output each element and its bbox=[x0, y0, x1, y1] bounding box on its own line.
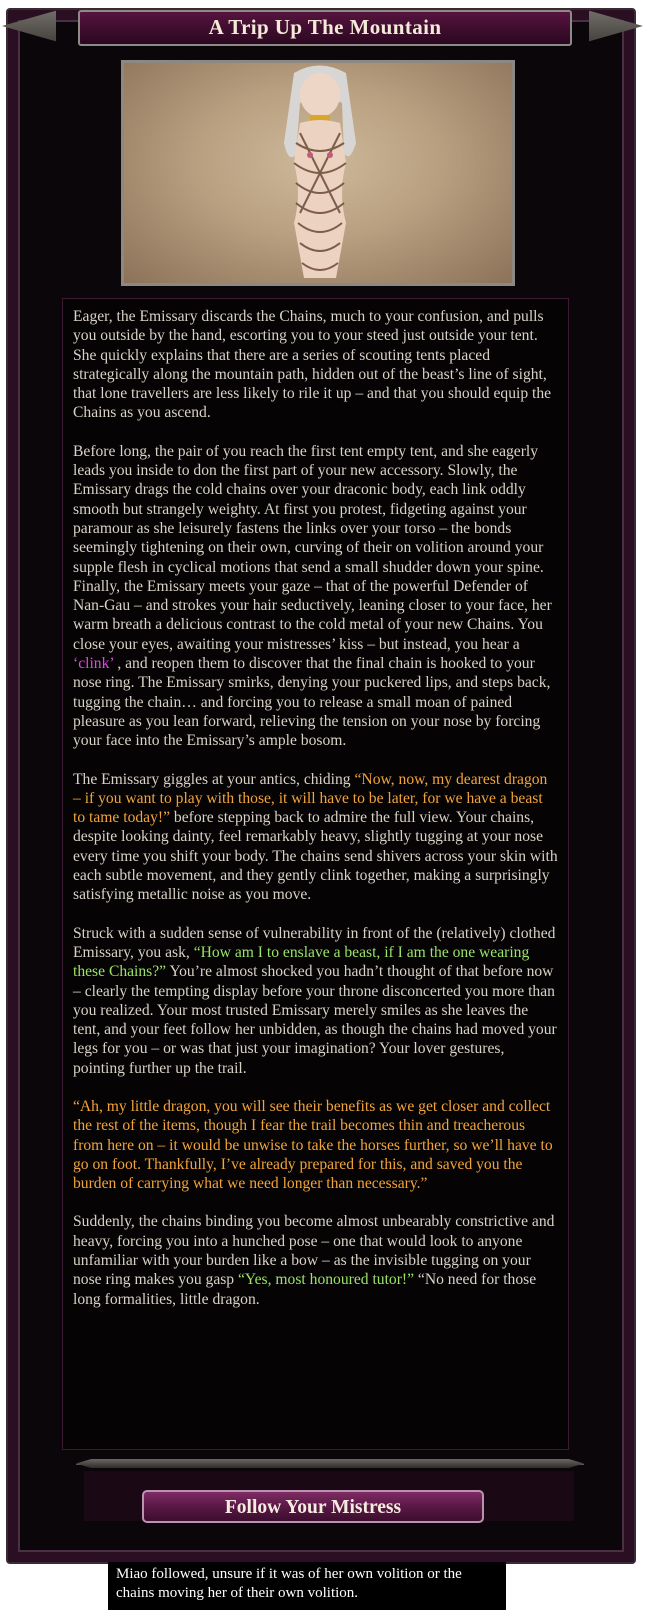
story-paragraph: Eager, the Emissary discards the Chains, much to your confusion, and pulls you outside by the hand, escorting you to your steed just outside your tent. She quickly explains that there are a series of scouting tents placed strategically along the mountain path, hidden out of the beast’s line of sight, that lone travellers are less likely to rile it up – and that you should equip the Chains as you ascend. bbox=[73, 308, 552, 422]
event-title: A Trip Up The Mountain bbox=[78, 10, 572, 46]
story-text-panel bbox=[62, 298, 569, 1450]
player-dialogue: “How am I to enslave a beast, if I am the one wearing these Chains?” bbox=[73, 943, 530, 981]
story-paragraph: The Emissary giggles at your antics, chiding “Now, now, my dearest dragon – if you want to play with those, it will have to be later, for we have a beast to tame today!” before stepping back to admire the full view. Your chains, despite looking dainty, feel remarkably heavy, slightly tugging at your nose every time you shift your body. The chains send shivers across your skin with each subtle movement, and they gently clink together, making a surprisingly satisfying metallic noise as you move. bbox=[73, 770, 558, 904]
player-dialogue: “Yes, most honoured tutor!” bbox=[238, 1271, 415, 1289]
story-paragraph: Before long, the pair of you reach the first tent empty tent, and she eagerly leads you inside to don the first part of your new accessory. Slowly, the Emissary drags the cold chains over your draconic body, each link oddly smooth but strangely weighty. At first you protest, fidgeting against your paramour as she leisurely fastens the links over your torso – the bonds seemingly tightening on their own, curving of their on volition around your supple flesh in cyclical motions that send a small shudder down your spine. Finally, the Emissary meets your gaze – that of the powerful Defender of Nan-Gau – and strokes your hair seductively, leaning closer to your face, her warm breath a delicious contrast to the cold metal of your new Chains. You close your eyes, awaiting your mistresses’ kiss – but instead, you hear a ‘clink’ , and reopen them to discover that the final chain is hooked to your nose ring. The Emissary smirks, denying your puckered lips, and steps back, tugging the chain… and forcing you to release a small moan of pained pleasure as you lean forward, relieving the tension on your nose by forcing your face into the Emissary’s ample bosom. bbox=[73, 442, 552, 750]
emissary-dialogue: “Now, now, my dearest dragon – if you want to play with those, it will have to be later, for we have a beast to tame today!” bbox=[73, 770, 548, 827]
story-paragraph: Suddenly, the chains binding you become almost unbearably constrictive and heavy, forcing you into a hunched pose – one that would look to anyone unfamiliar with your burden like a bow – as the invisible tugging on your nose ring makes you gasp “Yes, most honoured tutor!” “No need for those long formalities, little dragon. bbox=[73, 1213, 555, 1308]
scene-image bbox=[121, 60, 515, 286]
action-bar-ornament bbox=[76, 1459, 584, 1468]
character-illustration bbox=[124, 63, 512, 283]
emissary-dialogue: “Ah, my little dragon, you will see their benefits as we get closer and collect the rest of the items, though I fear the trail becomes thin and treacherous from here on – it would be unwise to take the horses further, so we’ll have to go on foot. Thankfully, I’ve already prepared for this, and saved you the burden of carrying what we need longer than necessary.” bbox=[73, 1097, 553, 1193]
follow-your-mistress-button[interactable]: Follow Your Mistress bbox=[142, 1490, 484, 1523]
story-paragraph bbox=[73, 1097, 558, 1193]
story-paragraph: Struck with a sudden sense of vulnerability in front of the (relatively) clothed Emissary, you ask, “How am I to enslave a beast, if I am the one wearing these Chains?” You’re almost shocked you hadn’t thought of that before now – clearly the tempting display before your throne disconcerted you more than you realized. Your most trusted Emissary merely smiles as she leaves the tent, and your feet follow her unbidden, as though the chains had moved your legs for you – or was that just your imagination? Your lover gestures, pointing further up the trail. bbox=[73, 924, 557, 1077]
option-tooltip: Miao followed, unsure if it was of her own volition or the chains moving her of their own volition. bbox=[108, 1562, 506, 1610]
sound-effect-text: ‘clink’ bbox=[73, 655, 114, 673]
